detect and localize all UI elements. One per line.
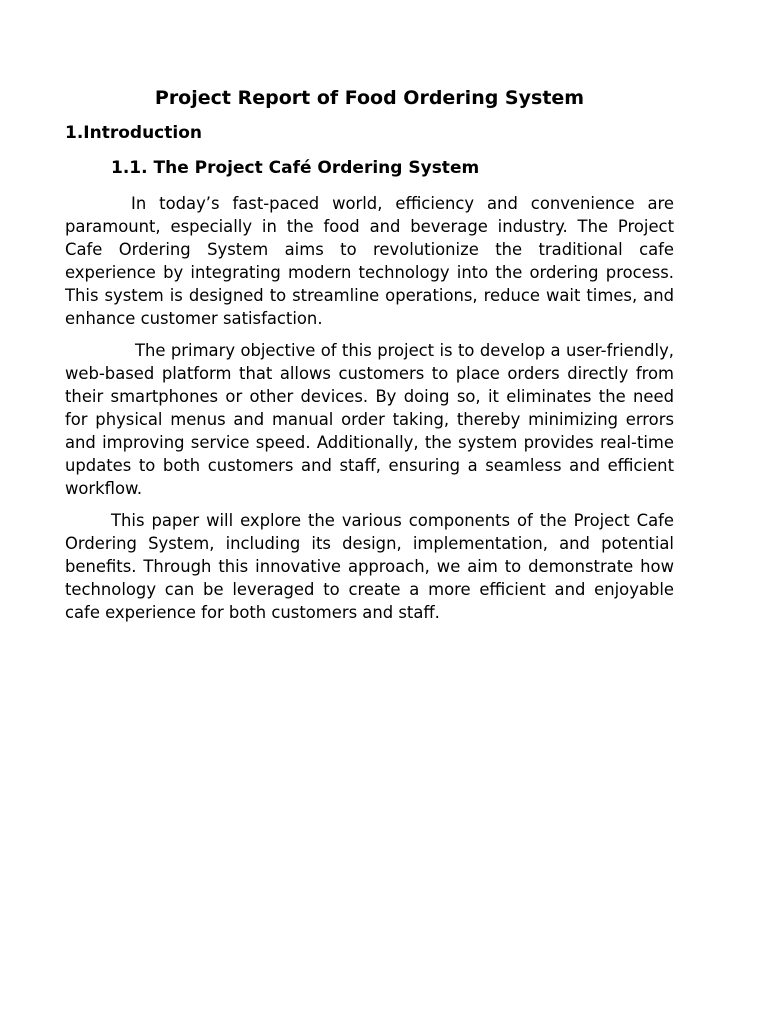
document-page (65, 86, 674, 624)
document-title: Project Report of Food Ordering System (154, 87, 585, 109)
paragraph-1: In today’s fast-paced world, efficiency and convenience are paramount, especially in the food and beverage industry. The Project Cafe Ordering System aims to revolutionize the traditional cafe experience by integrating modern technology into the ordering process. This system is designed to streamline operations, reduce wait times, and enhance customer satisfaction. (65, 194, 674, 328)
paragraph-3: This paper will explore the various components of the Project Cafe Ordering System, including its design, implementation, and potential benefits. Through this innovative approach, we aim to demonstrate how technology can be leveraged to create a more efficient and enjoyable cafe experience for both customers and staff. (65, 511, 674, 622)
section-heading-introduction: 1.Introduction (65, 123, 202, 143)
subsection-heading-project-cafe: 1.1. The Project Café Ordering System (111, 158, 480, 178)
paragraph-2: The primary objective of this project is to develop a user-friendly, web-based platform that allows customers to place orders directly from their smartphones or other devices. By doing so, it eliminates the need for physical menus and manual order taking, thereby minimizing errors and improving service speed. Additionally, the system provides real-time updates to both customers and staff, ensuring a seamless and efficient workflow. (65, 341, 674, 498)
